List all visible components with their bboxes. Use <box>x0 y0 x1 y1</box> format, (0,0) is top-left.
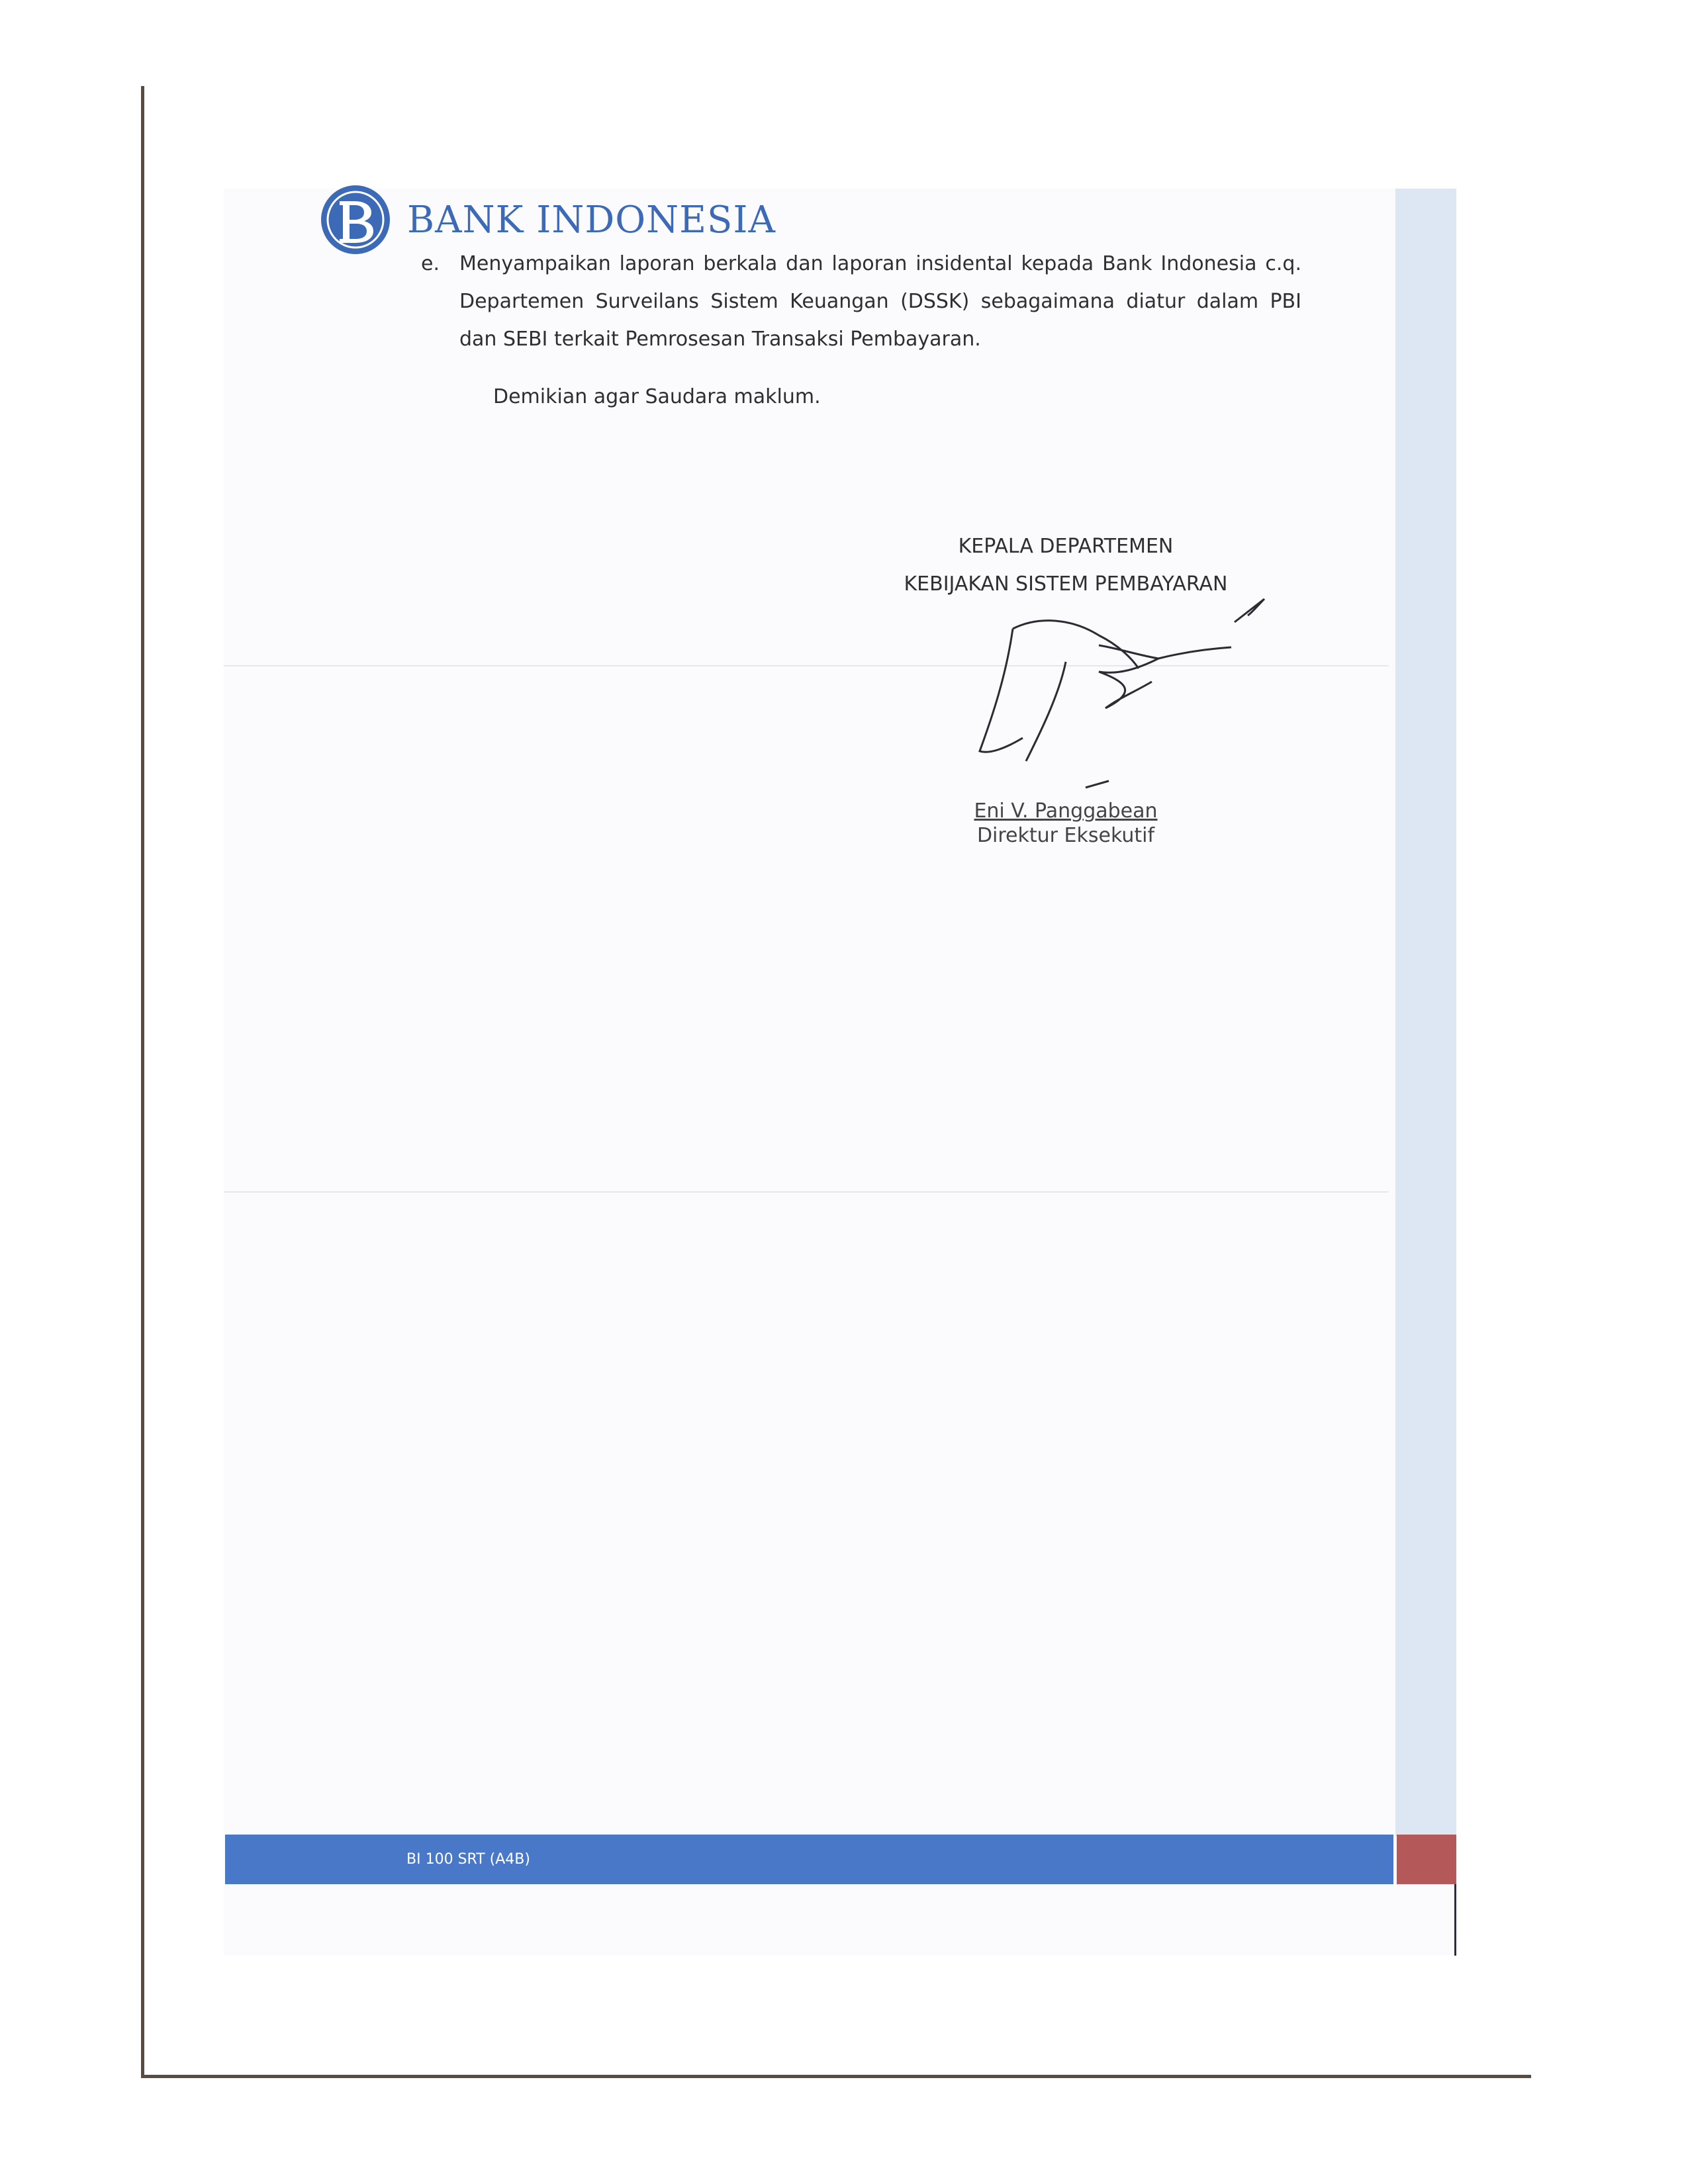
list-item-marker: e. <box>421 252 440 275</box>
footer-accent-block <box>1397 1835 1456 1884</box>
fold-line <box>224 1191 1389 1193</box>
list-item-text: Menyampaikan laporan berkala dan laporan insidental kepada Bank Indonesia c.q. Departemen Surveilans Sistem Keuangan (DSSK) sebagaimana diatur dalam PBI dan SEBI terkait Pemrosesan Transaksi Pembayaran. <box>459 252 1301 351</box>
signatory-title-line2: KEBIJAKAN SISTEM PEMBAYARAN <box>904 572 1228 596</box>
footer-edge-line <box>1454 1884 1456 1956</box>
footer-bar <box>225 1835 1393 1884</box>
letterhead-side-band <box>1395 189 1456 1837</box>
scan-frame-left <box>141 86 144 2078</box>
bank-indonesia-emblem-icon <box>320 184 391 255</box>
list-item <box>421 245 1301 358</box>
closing-sentence: Demikian agar Saudara maklum. <box>493 385 821 408</box>
letter-sheet <box>224 189 1456 1956</box>
footer-form-code: BI 100 SRT (A4B) <box>406 1851 530 1868</box>
signatory-position: Direktur Eksekutif <box>976 824 1155 847</box>
handwritten-signature <box>966 582 1284 794</box>
signatory-title-line1: KEPALA DEPARTEMEN <box>958 535 1174 558</box>
signatory-name: Eni V. Panggabean <box>974 799 1158 823</box>
letterhead-org-name: BANK INDONESIA <box>407 198 776 242</box>
scan-frame-bottom <box>141 2075 1531 2078</box>
